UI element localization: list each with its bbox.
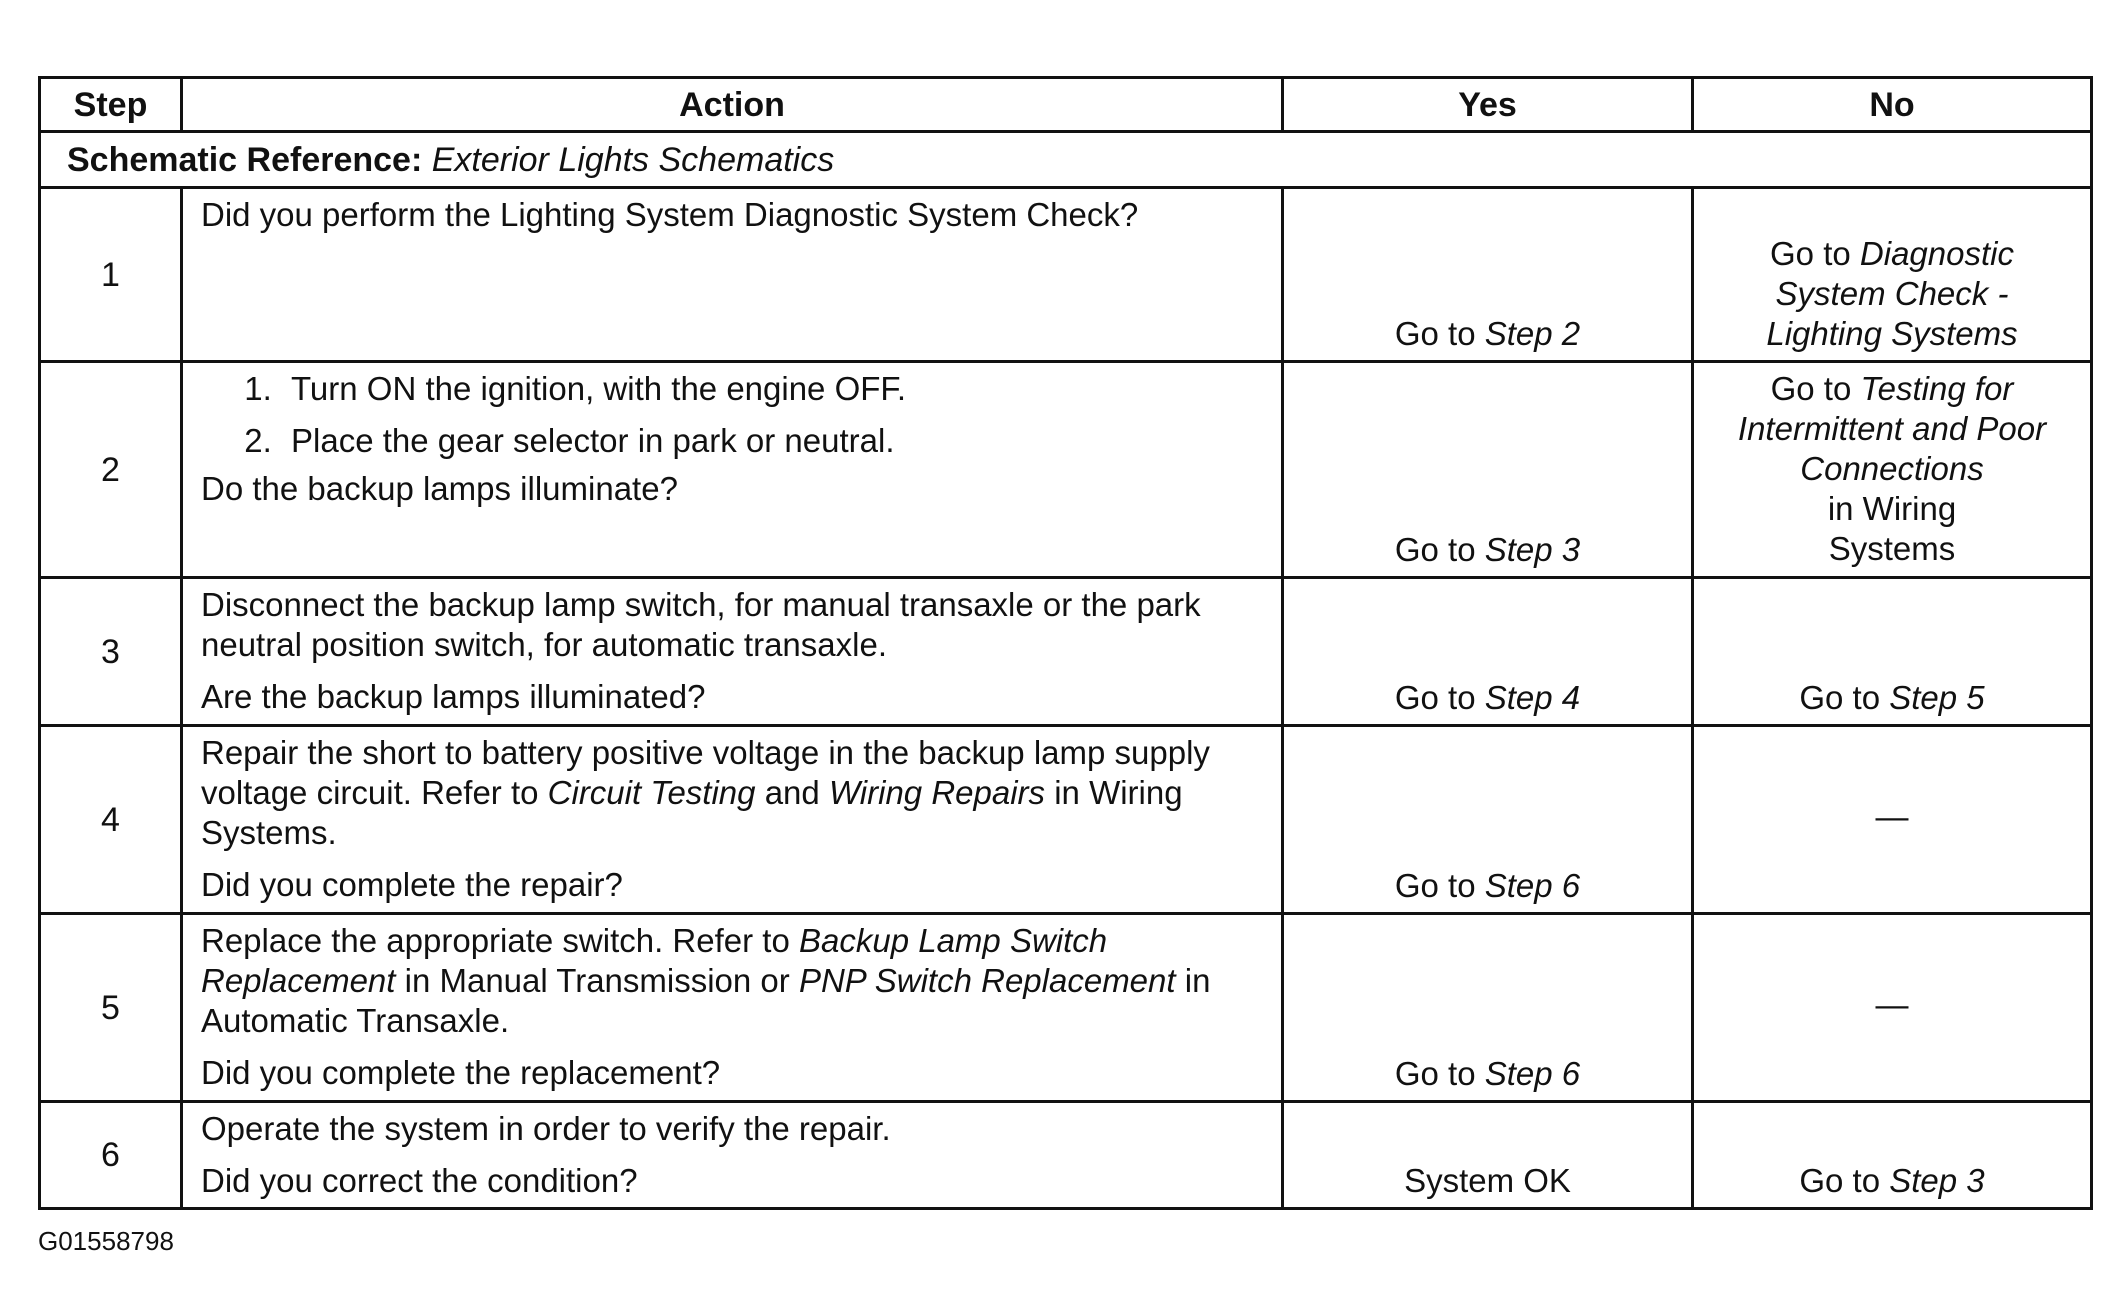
- no-suffix-line: Systems: [1828, 530, 1956, 567]
- yes-target: Step 2: [1484, 315, 1581, 352]
- action-cell: [182, 578, 1283, 726]
- no-suffix-line: in Wiring: [1827, 490, 1957, 527]
- reference-link-text: Circuit Testing: [547, 774, 756, 811]
- action-cell: [182, 362, 1283, 578]
- action-step-item: 2. Place the gear selector in park or neutral.: [281, 421, 1261, 461]
- no-cell: [1693, 914, 2092, 1102]
- action-text: [201, 921, 1261, 1041]
- header-action: Action: [182, 78, 1283, 132]
- reference-link-text: Backup Lamp Switch Replacement: [201, 922, 1108, 999]
- yes-cell: [1283, 362, 1693, 578]
- action-question: Are the backup lamps illuminated?: [201, 678, 706, 715]
- action-cell: [182, 726, 1283, 914]
- yes-target: Step 3: [1484, 531, 1581, 568]
- yes-prefix: Go to: [1394, 867, 1485, 904]
- yes-prefix: Go to: [1394, 679, 1485, 716]
- yes-cell: [1283, 1102, 1693, 1209]
- figure-id: G01558798: [38, 1226, 174, 1256]
- no-prefix: Go to: [1799, 1162, 1890, 1199]
- reference-link-text: PNP Switch Replacement: [798, 962, 1176, 999]
- header-row: [40, 78, 2092, 132]
- schematic-reference-value: Exterior Lights Schematics: [431, 140, 835, 179]
- schematic-reference-row: [40, 132, 2092, 188]
- action-steps-list: [201, 369, 1261, 461]
- table-row: [40, 914, 2092, 1102]
- table-row: [40, 1102, 2092, 1209]
- no-cell: [1693, 1102, 2092, 1209]
- table-row: [40, 188, 2092, 362]
- no-target-line: Lighting Systems: [1766, 315, 2018, 352]
- action-question: Did you complete the replacement?: [201, 1054, 721, 1091]
- header-no: No: [1693, 78, 2092, 132]
- action-cell: [182, 1102, 1283, 1209]
- no-target-line: Connections: [1800, 450, 1984, 487]
- no-cell: [1693, 726, 2092, 914]
- yes-prefix: Go to: [1394, 1055, 1485, 1092]
- action-text: [201, 733, 1261, 853]
- yes-target: Step 4: [1484, 679, 1581, 716]
- action-cell: [182, 914, 1283, 1102]
- no-target-line: Intermittent and Poor: [1737, 410, 2047, 447]
- yes-cell: [1283, 188, 1693, 362]
- step-number: 6: [40, 1102, 182, 1209]
- step-number: 4: [40, 726, 182, 914]
- no-prefix: Go to: [1799, 679, 1890, 716]
- action-text-part: Replace the appropriate switch. Refer to: [201, 922, 799, 959]
- action-question: Did you complete the repair?: [201, 866, 623, 903]
- step-number: 5: [40, 914, 182, 1102]
- no-target-line: Diagnostic: [1859, 235, 2014, 272]
- no-prefix: Go to: [1770, 235, 1860, 272]
- no-cell: [1693, 188, 2092, 362]
- no-dash: —: [1875, 797, 1909, 835]
- action-question: Do the backup lamps illuminate?: [201, 470, 678, 507]
- reference-link-text: Wiring Repairs: [828, 774, 1046, 811]
- yes-text: System OK: [1404, 1162, 1571, 1199]
- no-prefix: Go to: [1770, 370, 1861, 407]
- no-target: Step 5: [1889, 679, 1985, 716]
- action-cell: [182, 188, 1283, 362]
- yes-target: Step 6: [1484, 867, 1581, 904]
- no-dash: —: [1875, 985, 1909, 1023]
- yes-prefix: Go to: [1394, 531, 1485, 568]
- action-text-part: in Manual Transmission or: [395, 962, 799, 999]
- yes-target: Step 6: [1484, 1055, 1581, 1092]
- header-step: Step: [40, 78, 182, 132]
- header-yes: Yes: [1283, 78, 1693, 132]
- table-row: [40, 578, 2092, 726]
- no-target-line: Testing for: [1860, 370, 2014, 407]
- action-question: Did you perform the Lighting System Diagnostic System Check?: [201, 196, 1139, 233]
- step-number: 3: [40, 578, 182, 726]
- no-target: Step 3: [1889, 1162, 1985, 1199]
- yes-cell: [1283, 914, 1693, 1102]
- no-cell: [1693, 362, 2092, 578]
- action-text-part: in Wiring Systems.: [201, 774, 1183, 851]
- yes-cell: [1283, 578, 1693, 726]
- yes-cell: [1283, 726, 1693, 914]
- action-question: Did you correct the condition?: [201, 1162, 638, 1199]
- action-text-part: and: [755, 774, 829, 811]
- action-step-item: 1. Turn ON the ignition, with the engine OFF.: [281, 369, 1261, 409]
- step-number: 1: [40, 188, 182, 362]
- table-row: [40, 362, 2092, 578]
- no-cell: [1693, 578, 2092, 726]
- action-text: Disconnect the backup lamp switch, for manual transaxle or the park neutral position switch, for automatic transaxle.: [201, 586, 1201, 663]
- schematic-reference-cell: [40, 132, 2092, 188]
- action-text-part: in Automatic Transaxle.: [201, 962, 1211, 1039]
- action-text-part: Repair the short to battery positive voltage in the backup lamp supply voltage circuit. Refer to: [201, 734, 1210, 811]
- schematic-reference-label: Schematic Reference:: [67, 140, 423, 179]
- diagnostic-table: [38, 76, 2093, 1210]
- yes-prefix: Go to: [1394, 315, 1485, 352]
- action-text: Operate the system in order to verify the repair.: [201, 1110, 891, 1147]
- step-number: 2: [40, 362, 182, 578]
- no-target-line: System Check -: [1775, 275, 2009, 312]
- table-row: [40, 726, 2092, 914]
